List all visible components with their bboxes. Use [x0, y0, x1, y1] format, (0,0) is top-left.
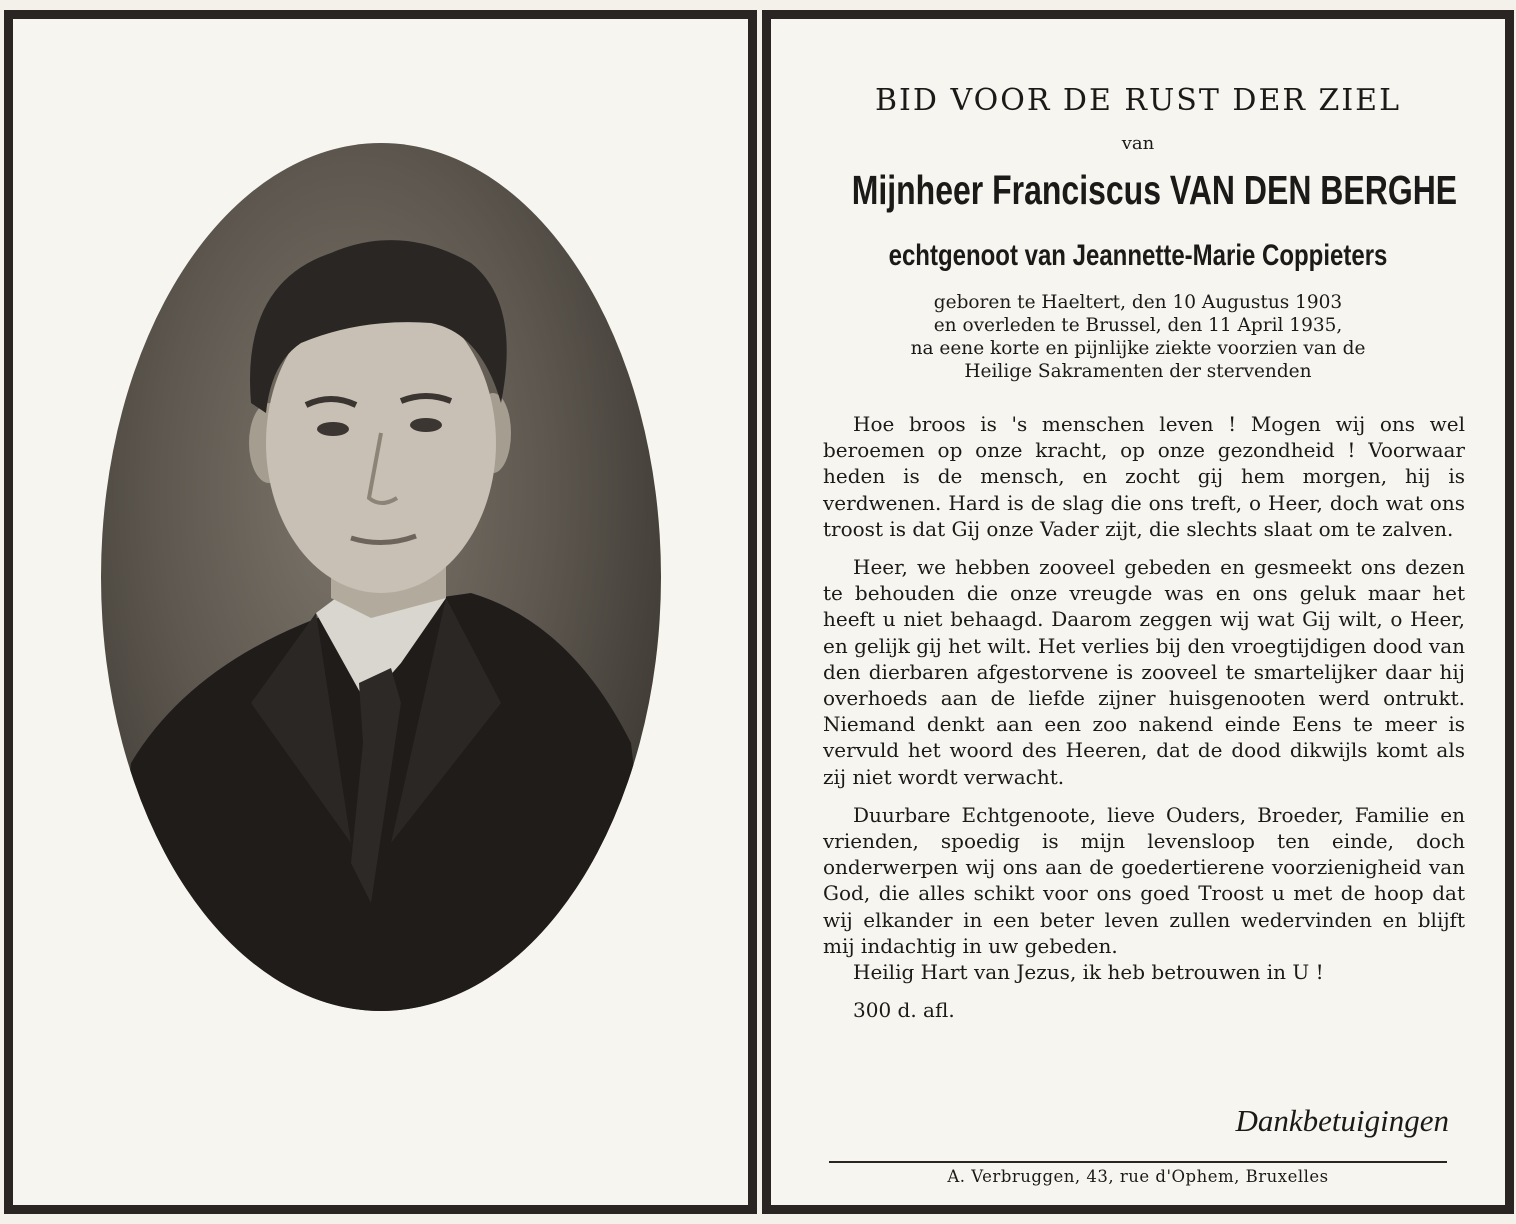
illness-line: na eene korte en pijnlijke ziekte voorzien van de: [910, 338, 1366, 359]
memorial-text: [823, 411, 1465, 1035]
sacraments-line: Heilige Sakramenten der stervenden: [964, 361, 1312, 382]
birth-line: geboren te Haeltert, den 10 Augustus 1903: [933, 292, 1343, 313]
right-text-panel: [762, 10, 1514, 1214]
paragraph-3: Duurbare Echtgenoote, lieve Ouders, Broeder, Familie en vrienden, spoedig is mijn levensloop ten einde, doch onderwerpen wij ons aan de goedertierene voorzienigheid van God, die alles schikt voor ons goed Troost u met de hoop dat wij elkander in een beter leven zullen wedervinden en blijft mij indachtig in uw gebeden.: [823, 802, 1465, 958]
spouse-line: echtgenoot van Jeannette-Marie Coppieters: [888, 239, 1388, 272]
prayer-line: Heilig Hart van Jezus, ik heb betrouwen in U !: [853, 960, 1324, 985]
portrait-illustration: [101, 143, 661, 1011]
divider: [829, 1161, 1447, 1163]
thanks-line: Dankbetuigingen: [1235, 1103, 1449, 1138]
birth-death-details: [811, 291, 1465, 383]
portrait-photo: [101, 143, 661, 1011]
van-label: van: [1121, 133, 1155, 154]
paragraph-1: Hoe broos is 's menschen leven ! Mogen wij ons wel beroemen op onze kracht, op onze gezondheid ! Voorwaar heden is de mensch, en zocht gij hem morgen, hij is verdwenen. Hard is de slag die ons treft, o Heer, doch wat ons troost is dat Gij onze Vader zijt, die slechts slaat om te zalven.: [823, 412, 1465, 541]
indulgence-note: 300 d. afl.: [853, 998, 955, 1023]
memorial-heading: BID VOOR DE RUST DER ZIEL: [875, 83, 1401, 118]
paragraph-2: Heer, we hebben zooveel gebeden en gesmeekt ons dezen te behouden die onze vreugde was en ons geluk maar het heeft u niet behaagd. Daarom zeggen wij wat Gij wilt, o Heer, en gelijk gij het wilt. Het verlies bij den vroegtijdigen dood van den dierbaren afgestorvene is zooveel te smartelijker daar hij overhoeds aan de liefde zijner huisgenooten werd ontrukt. Niemand denkt aan een zoo nakend einde Eens te meer is vervuld het woord des Heeren, dat de dood dikwijls komt als zij niet wordt verwacht.: [823, 555, 1465, 789]
left-photo-panel: [4, 10, 757, 1214]
deceased-name: Mijnheer Franciscus VAN DEN BERGHE: [851, 167, 1458, 213]
death-line: en overleden te Brussel, den 11 April 1935,: [933, 315, 1343, 336]
printer-credit: A. Verbruggen, 43, rue d'Ophem, Bruxelles: [947, 1167, 1329, 1186]
